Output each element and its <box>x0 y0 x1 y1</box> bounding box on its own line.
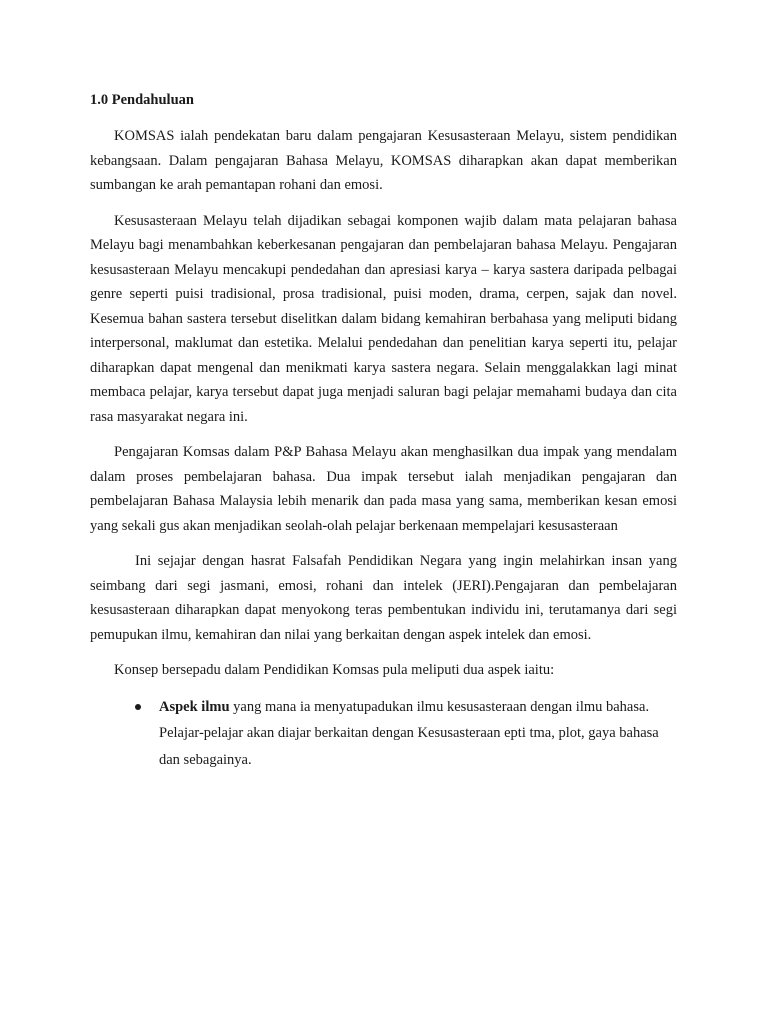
section-heading: 1.0 Pendahuluan <box>90 92 194 108</box>
document-page <box>90 88 677 773</box>
bullet-item-aspek-ilmu <box>90 694 677 774</box>
paragraph-impak: Pengajaran Komsas dalam P&P Bahasa Melayu akan menghasilkan dua impak yang mendalam dalam proses pembelajaran bahasa. Dua impak tersebut ialah menjadikan pengajaran dan pembelajaran Bahasa Malaysia lebih menarik dan pada masa yang sama, memberikan kesan emosi yang sekali gus akan menjadikan seolah-olah pelajar berkenaan mempelajari kesusasteraan <box>90 444 677 534</box>
bullet-text: yang mana ia menyatupadukan ilmu kesusasteraan dengan ilmu bahasa. Pelajar-pelajar akan diajar berkaitan dengan Kesusasteraan epti tma, plot, gaya bahasa dan sebagainya. <box>159 698 659 768</box>
paragraph-falsafah: Ini sejajar dengan hasrat Falsafah Pendidikan Negara yang ingin melahirkan insan yang seimbang dari segi jasmani, emosi, rohani dan intelek (JERI).Pengajaran dan pembelajaran kesusasteraan diharapkan dapat menyokong teras pembentukan individu ini, terutamanya dari segi pemupukan ilmu, kemahiran dan nilai yang berkaitan dengan aspek intelek dan emosi. <box>90 553 677 643</box>
paragraph-konsep: Konsep bersepadu dalam Pendidikan Komsas pula meliputi dua aspek iaitu: <box>114 662 555 678</box>
bullet-term: Aspek ilmu <box>159 698 230 715</box>
paragraph-intro: KOMSAS ialah pendekatan baru dalam pengajaran Kesusasteraan Melayu, sistem pendidikan kebangsaan. Dalam pengajaran Bahasa Melayu, KOMSAS diharapkan akan dapat memberikan sumbangan ke arah pemantapan rohani dan emosi. <box>90 128 677 193</box>
paragraph-kesusasteraan: Kesusasteraan Melayu telah dijadikan sebagai komponen wajib dalam mata pelajaran bahasa Melayu bagi menambahkan keberkesanan pengajaran dan pembelajaran bahasa Melayu. Pengajaran kesusasteraan Melayu mencakupi pendedahan dan apresiasi karya – karya sastera daripada pelbagai genre seperti puisi tradisional, prosa tradisional, puisi moden, drama, cerpen, sajak dan novel. Kesemua bahan sastera tersebut diselitkan dalam bidang kemahiran berbahasa yang meliputi bidang interpersonal, maklumat dan estetika. Melalui pendedahan dan penelitian karya seperti itu, pelajar diharapkan dapat mengenal dan menikmati karya sastera negara. Selain menggalakkan lagi minat membaca pelajar, karya tersebut dapat juga menjadi saluran bagi pelajar memahami budaya dan cita rasa masyarakat negara ini. <box>90 212 677 425</box>
bullet-list <box>90 694 677 774</box>
bullet-dot-icon <box>135 704 141 710</box>
